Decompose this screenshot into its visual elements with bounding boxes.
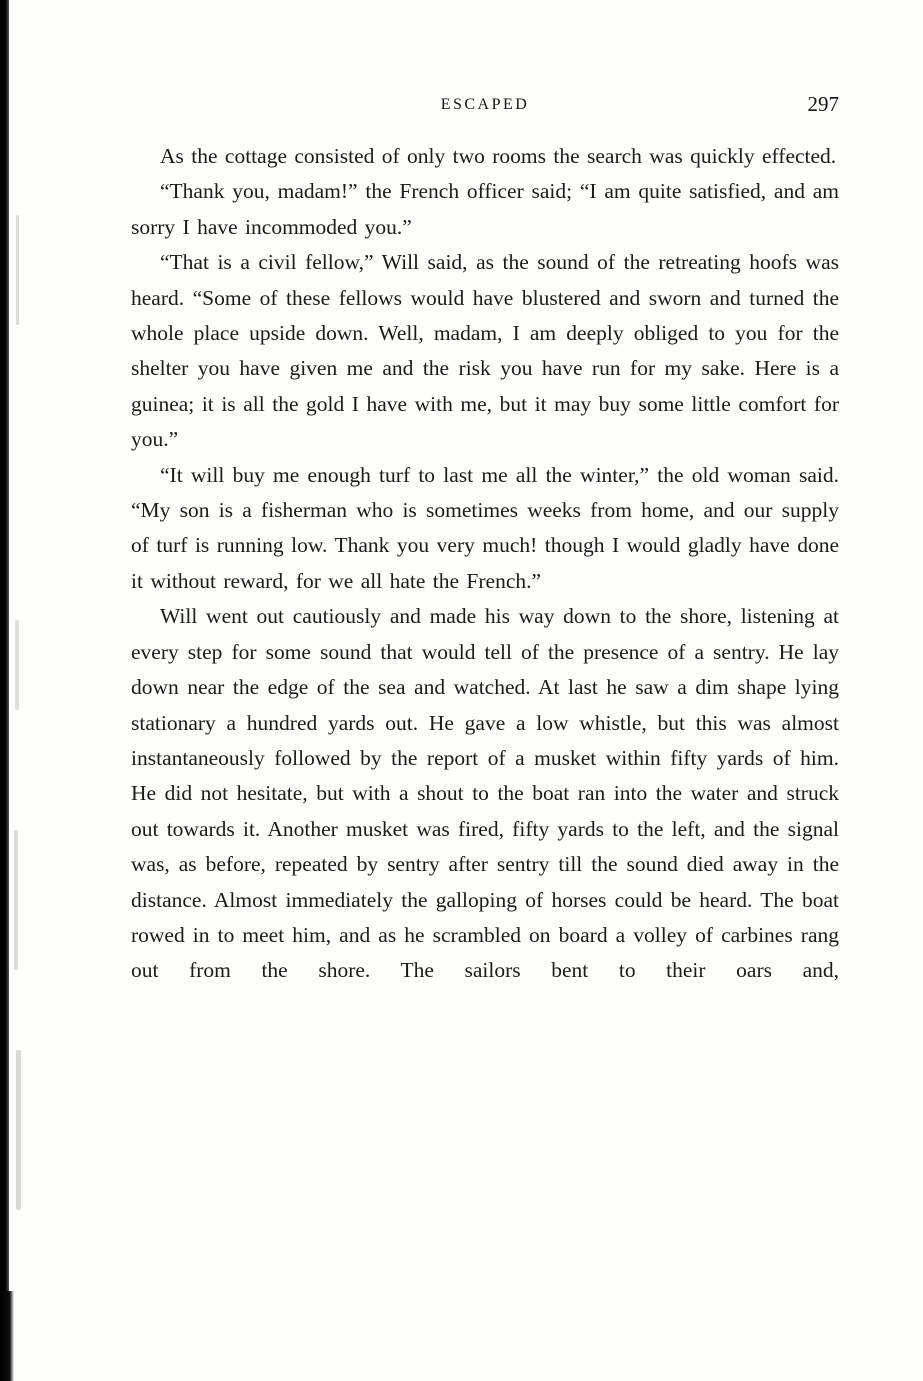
page-header <box>131 92 839 126</box>
scan-artifact <box>16 1050 21 1210</box>
paragraph-5: Will went out cautiously and made his way down to the shore, listening at every step for some sound that would tell of the presence of a sentry. He lay down near the edge of the sea and watched. At last he saw a dim shape lying stationary a hundred yards out. He gave a low whistle, but this was almost instantaneously followed by the report of a musket within fifty yards of him. He did not hesitate, but with a shout to the boat ran into the water and struck out towards it. Another musket was fired, fifty yards to the left, and the signal was, as before, repeated by sentry after sentry till the sound died away in the distance. Almost immediately the galloping of horses could be heard. The boat rowed in to meet him, and as he scrambled on board a volley of carbines rang out from the shore. The sailors bent to their oars and, <box>131 604 839 983</box>
paragraph-2: “Thank you, madam!” the French officer said; “I am quite satisfied, and am sorry I have incommoded you.” <box>131 179 839 239</box>
paragraph-3: “That is a civil fellow,” Will said, as the sound of the retreating hoofs was heard. “Some of these fellows would have blustered and sworn and turned the whole place upside down. Well, madam, I am deeply obliged to you for the shelter you have given me and the risk you have run for my sake. Here is a guinea; it is all the gold I have with me, but it may buy some little comfort for you.” <box>131 250 839 452</box>
paragraph-4: “It will buy me enough turf to last me all the winter,” the old woman said. “My son is a fisherman who is sometimes weeks from home, and our supply of turf is running low. Thank you very much! though I would gladly have done it without reward, for we all hate the French.” <box>131 462 839 593</box>
scan-artifact <box>14 830 18 970</box>
running-head: ESCAPED <box>440 96 530 113</box>
scan-artifact <box>15 620 19 710</box>
page-number: 297 <box>807 92 839 116</box>
page-body <box>131 139 839 989</box>
paragraph-1: As the cottage consisted of only two rooms the search was quickly effected. <box>160 144 837 168</box>
scan-binding-edge <box>0 0 9 1381</box>
scan-artifact <box>16 215 19 325</box>
page-content-area <box>131 0 839 1381</box>
